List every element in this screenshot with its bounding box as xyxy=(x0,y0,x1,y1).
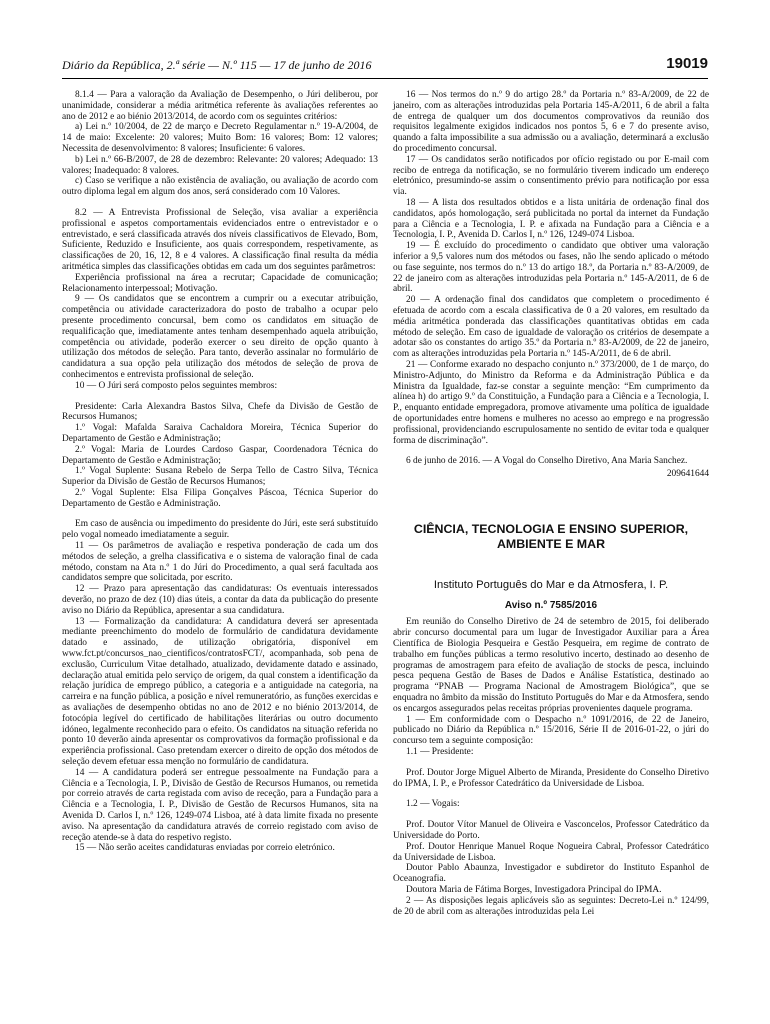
paragraph: 10 — O Júri será composto pelos seguintes membros: xyxy=(75,380,278,391)
paragraph: 1.º Vogal Suplente: Susana Rebelo de Serpa Tello de Castro Silva, Técnica Superior da Divisão de Gestão de Recursos Humanos; xyxy=(62,466,378,488)
paragraph: Doutora Maria de Fátima Borges, Investigadora Principal do IPMA. xyxy=(406,885,662,896)
ministry-title-line2: AMBIENTE E MAR xyxy=(496,536,606,551)
paragraph: Experiência profissional na área a recrutar; Capacidade de comunicação; Relacionamento interpessoal; Motivação. xyxy=(62,272,378,294)
reference-number: 209641644 xyxy=(666,469,709,480)
paragraph: c) Caso se verifique a não existência de avaliação, ou avaliação de acordo com outro diploma legal em algum dos anos, será considerado com 10 Valores. xyxy=(62,176,378,198)
paragraph: 14 — A candidatura poderá ser entregue pessoalmente na Fundação para a Ciência e a Tecnologia, I. P., Divisão de Gestão de Recursos Humanos, ou remetida por correio através de carta registada com aviso de receção, para a Fundação para a Ciência e a Tecnologia, I. P., Divisão de Gestão de Recursos Humanos, sita na Avenida D. Carlos I, n.º 126, 1249-074 Lisboa, até à data limite fixada no presente aviso. Na apresentação da candidatura através de correio registado com aviso de receção atende-se à data do respetivo registo. xyxy=(62,767,378,843)
paragraph: 2 — As disposições legais aplicáveis são as seguintes: Decreto-Lei n.º 124/99, de 20 de abril com as alterações introduzidas pela Lei xyxy=(393,895,709,917)
paragraph: 13 — Formalização da candidatura: A candidatura deverá ser apresentada mediante preenchimento do modelo de formulário de candidatura devidamente datado e assinado, de utilização obrigatória, disponível em www.fct.pt/concursos_nao_cientificos/contratosFCT/, acompanhada, sob pena de exclusão, Curriculum Vitae detalhado, atualizado, devidamente datado e assinado, declaração atual emitida pelo serviço de origem, da qual constem a identificação da relação jurídica de emprego público, a categoria e a antiguidade na categoria, na carreira e na função pública, a posição e nível remuneratório, as funções exercidas e as avaliações de desempenho obtidas no ano de 2012 e no biénio 2013/2014, de fotocópia legível do certificado de habilitações literárias ou outro documento idóneo, legalmente reconhecido para o efeito. Os candidatos na situação referida no ponto 10 deverão ainda apresentar os comprovativos da formação profissional e da experiência profissional. Caso pretendam exercer o direito de opção dos métodos de seleção devem efetuar essa menção no formulário de candidatura. xyxy=(62,616,378,768)
journal-title: Diário da República, 2.ª série — N.º 115 — 17 de junho de 2016 xyxy=(62,58,372,72)
page-number: 19019 xyxy=(666,55,708,72)
paragraph: 16 — Nos termos do n.º 9 do artigo 28.º da Portaria n.º 83-A/2009, de 22 de janeiro, com as alterações introduzidas pela Portaria 145-A/2011, 6 de abril a falta de entrega de qualquer um dos documentos comprovativos da reunião dos requisitos legalmente exigidos indicados nos pontos 5, 6 e 7 do presente aviso, quando a falta impossibilite a sua admissão ou a avaliação, determinará a exclusão do procedimento concursal. xyxy=(393,90,709,154)
paragraph: 11 — Os parâmetros de avaliação e respetiva ponderação de cada um dos métodos de seleção, a grelha classificativa e o sistema de valoração final de cada método, constam na Ata n.º 1 do Júri do Procedimento, a qual será facultada aos candidatos sempre que solicitada, por escrito. xyxy=(62,541,378,584)
paragraph: 1.º Vogal: Mafalda Saraiva Cachaldora Moreira, Técnica Superior do Departamento de Gestão e Administração; xyxy=(62,423,378,444)
paragraph: 12 — Prazo para apresentação das candidaturas: Os eventuais interessados deverão, no prazo de dez (10) dias úteis, a contar da data da publicação do presente aviso no Diário da República, apresentar a sua candidatura. xyxy=(62,584,378,616)
header-rule xyxy=(62,78,708,79)
left-column xyxy=(62,90,378,854)
institute-name: Instituto Português do Mar e da Atmosfera, I. P. xyxy=(433,578,669,591)
paragraph: 20 — A ordenação final dos candidatos que completem o procedimento é efetuada de acordo com a escala classificativa de 0 a 20 valores, em resultado da média aritmética ponderada das classificações quantitativas obtidas em cada método de seleção. Em caso de igualdade de valoração os critérios de desempate a adotar são os constantes do artigo 35.º da Portaria n.º 83-A/2009, de 22 de janeiro, com as alterações introduzidas pela Portaria n.º 145-A/2011, de 6 de abril. xyxy=(393,295,709,360)
paragraph: b) Lei n.º 66-B/2007, de 28 de dezembro: Relevante: 20 valores; Adequado: 13 valores; Inadequado: 8 valores. xyxy=(62,154,378,176)
paragraph: 8.2 — A Entrevista Profissional de Seleção, visa avaliar a experiência profissional e aspetos comportamentais evidenciados entre o entrevistador e o entrevistado, e será classificada através dos níveis classificativos de Elevado, Bom, Suficiente, Reduzido e Insuficiente, aos quais correspondem, respetivamente, as classificações de 20, 16, 12, 8 e 4 valores. A classificação final resulta da média aritmética simples das classificações obtidas em cada um dos seguintes parâmetros: xyxy=(62,207,378,272)
page-header xyxy=(62,55,708,78)
paragraph: 1 — Em conformidade com o Despacho n.º 1091/2016, de 22 de Janeiro, publicado no Diário da República n.º 15/2016, Série II de 2016-01-22, o júri do concurso tem a seguinte composição: xyxy=(393,714,709,747)
paragraph: a) Lei n.º 10/2004, de 22 de março e Decreto Regulamentar n.º 19-A/2004, de 14 de maio: Excelente: 20 valores; Muito Bom: 16 valores; Bom: 12 valores; Necessita de desenvolvimento: 8 valores; Insuficiente: 6 valores. xyxy=(62,122,378,154)
paragraph: Em reunião do Conselho Diretivo de 24 de setembro de 2015, foi deliberado abrir concurso documental para um lugar de Investigador Auxiliar para a Área Científica de Biologia Pesqueira e Gestão Pesqueira, em regime de contrato de trabalho em funções públicas a termo resolutivo incerto, destinado ao desenho de programas de amostragem para efeito de avaliação de stocks de pesca, incluindo pesca pequena Gestão de Bases de Dados e Análise Estatística, destinado ao programa “PNAB — Programa Nacional de Amostragem Biológica”, que se enquadra no âmbito da missão do Instituto Português do Mar e da Atmosfera, sendo os encargos assegurados pelas receitas próprias provenientes daquele programa. xyxy=(393,617,709,714)
right-column xyxy=(393,90,709,917)
paragraph: 1.1 — Presidente: xyxy=(406,747,474,758)
paragraph: Prof. Doutor Henrique Manuel Roque Nogueira Cabral, Professor Catedrático da Universidade de Lisboa. xyxy=(393,841,709,863)
paragraph: 15 — Não serão aceites candidaturas enviadas por correio eletrónico. xyxy=(75,843,335,854)
paragraph: 18 — A lista dos resultados obtidos e a lista unitária de ordenação final dos candidatos, após homologação, será publicitada no portal da internet da Fundação para a Ciência e a Tecnologia, I. P. e afixada na Fundação para a Ciência e a Tecnologia, I. P., Avenida D. Carlos I, n.º 126, 1249-074 Lisboa. xyxy=(393,197,709,241)
paragraph: Prof. Doutor Jorge Miguel Alberto de Miranda, Presidente do Conselho Diretivo do IPMA, I. P., e Professor Catedrático da Universidade de Lisboa. xyxy=(393,767,709,789)
ministry-title xyxy=(393,522,709,552)
aviso-title: Aviso n.º 7585/2016 xyxy=(504,599,598,611)
paragraph: 2.º Vogal: Maria de Lourdes Cardoso Gaspar, Coordenadora Técnica do Departamento de Gestão e Administração; xyxy=(62,444,378,466)
paragraph: 1.2 — Vogais: xyxy=(406,799,460,810)
ministry-title-line1: CIÊNCIA, TECNOLOGIA E ENSINO SUPERIOR, xyxy=(413,521,689,536)
paragraph: 21 — Conforme exarado no despacho conjunto n.º 373/2000, de 1 de março, do Ministro-Adjunto, do Ministro da Reforma e da Administração Pública e da Ministra da Igualdade, faz-se constar a seguinte menção: “Em cumprimento da alínea h) do artigo 9.º da Constituição, a Fundação para a Ciência e a Tecnologia, I. P., enquanto entidade empregadora, promove ativamente uma política de igualdade de oportunidades entre homens e mulheres no acesso ao emprego e na progressão profissional, providenciando escrupulosamente no sentido de evitar toda e qualquer forma de discriminação”. xyxy=(393,359,709,446)
paragraph: 19 — É excluído do procedimento o candidato que obtiver uma valoração inferior a 9,5 valores num dos métodos ou fases, não lhe sendo aplicado o método ou fase seguinte, nos termos do n.º 13 do artigo 18.º, da Portaria n.º 83-A/2009, de 22 de janeiro com as alterações introduzidas pela Portaria n.º 145-A/2011, de 6 de abril. xyxy=(393,241,709,295)
paragraph: 2.º Vogal Suplente: Elsa Filipa Gonçalves Páscoa, Técnica Superior do Departamento de Gestão e Administração. xyxy=(62,487,378,509)
paragraph: Presidente: Carla Alexandra Bastos Silva, Chefe da Divisão de Gestão de Recursos Humanos; xyxy=(62,401,378,423)
paragraph: 8.1.4 — Para a valoração da Avaliação de Desempenho, o Júri deliberou, por unanimidade, considerar a média aritmética referente às avaliações referentes ao ano de 2012 e ao biénio 2013/2014, de acordo com os seguintes critérios: xyxy=(62,90,378,122)
paragraph: Prof. Doutor Vítor Manuel de Oliveira e Vasconcelos, Professor Catedrático da Universidade do Porto. xyxy=(393,820,709,842)
paragraph: 9 — Os candidatos que se encontrem a cumprir ou a executar atribuição, competência ou atividade caracterizadora do posto de trabalho a ocupar pelo presente procedimento concursal, bem como os candidatos em situação de requalificação que, imediatamente antes tenham desempenhado aquela atribuição, competência ou atividade, poderão exercer o seu direito de opção quanto à utilização dos métodos de seleção. Para tanto, deverão assinalar no formulário de candidatura a sua opção pela utilização dos métodos de seleção de prova de conhecimentos e entrevista profissional de seleção. xyxy=(62,294,378,380)
paragraph: Doutor Pablo Abaunza, Investigador e subdiretor do Instituto Espanhol de Oceanografia. xyxy=(393,863,709,885)
paragraph: Em caso de ausência ou impedimento do presidente do Júri, este será substituído pelo vogal nomeado imediatamente a seguir. xyxy=(62,519,378,541)
signature-line: 6 de junho de 2016. — A Vogal do Conselho Diretivo, Ana Maria Sanchez. xyxy=(406,456,688,467)
paragraph: 17 — Os candidatos serão notificados por ofício registado ou por E-mail com recibo de entrega da notificação, se no formulário tiverem indicado um endereço eletrónico, presumindo-se assim o consentimento prévio para notificação por essa via. xyxy=(393,154,709,198)
